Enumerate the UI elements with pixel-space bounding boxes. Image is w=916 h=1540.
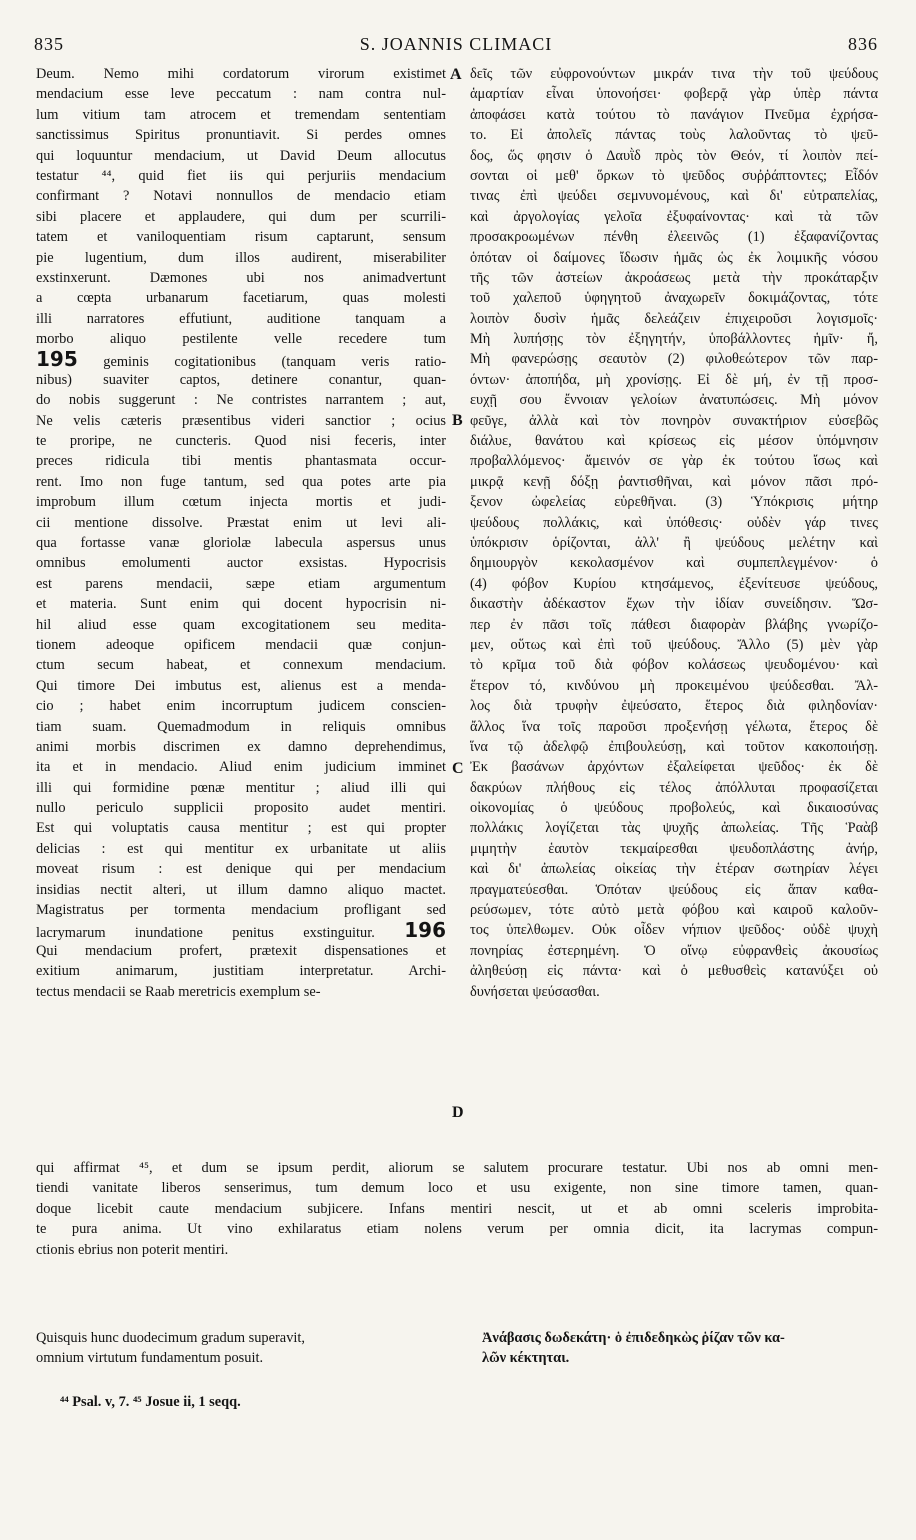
running-title: S. JOANNIS CLIMACI (359, 34, 553, 54)
line-text: est parens mendacii, sæpe etiam argumentum (36, 575, 446, 592)
greek-line (470, 717, 878, 737)
closing-greek-line (482, 1348, 880, 1368)
greek-line (470, 696, 878, 716)
latin-line (36, 778, 446, 798)
right-page-number: 836 (848, 34, 878, 54)
line-text: moveat risum : est denique qui per mendacium (36, 861, 446, 878)
greek-line (470, 615, 878, 635)
line-text: μικρᾷ κενῇ δόξῃ ῥαντισθῆναι, καὶ μόνον πᾶσι πρό- (470, 473, 878, 490)
line-text: ἕτερον τό, κινδύνου μὴ προκειμένου ψεύδεσθαι. Ἄλ- (470, 677, 878, 694)
greek-line (470, 288, 878, 308)
line-text: te proripe, ne cuncteris. Quod nisi feceris, inter (36, 433, 446, 450)
latin-line (36, 982, 446, 1002)
line-text: qui affirmat ⁴⁵, et dum se ipsum perdit, aliorum se salutem procurare testatur. Ubi nos ab omni men- (36, 1160, 878, 1176)
line-text: το. Εἰ ἀπολεῖς πάντας τοὺς λαλοῦντας τὸ ψεῦ- (470, 127, 878, 144)
line-text: tectus mendacii se Raab meretricis exemplum se- (36, 983, 321, 1000)
latin-line (36, 717, 446, 737)
closing-greek-line (482, 1328, 880, 1348)
greek-line (470, 370, 878, 390)
greek-line (470, 268, 878, 288)
latin-line (36, 900, 446, 920)
line-text: sanctissimus Spiritus pronuntiavit. Si perdes omnes (36, 127, 446, 144)
greek-line (470, 105, 878, 125)
latin-line (36, 288, 446, 308)
greek-line (470, 513, 878, 533)
left-page-number: 835 (34, 34, 64, 54)
greek-line (470, 594, 878, 614)
greek-line (470, 472, 878, 492)
greek-line (470, 309, 878, 329)
line-text: Qui mendacium profert, prætexit dispensationes et (36, 942, 446, 959)
line-text: μεν, οὕτως καὶ ἐπὶ τοῦ ψεύδους. Ἄλλο (5) μὲν γὰρ (470, 636, 878, 653)
line-text: exstinxerunt. Dæmones ubi nos animadvertunt (36, 269, 446, 286)
line-text: pie lugentium, dum illos audirent, miserabiliter (36, 249, 446, 266)
footnotes: ⁴⁴ Psal. v, 7. ⁴⁵ Josue ii, 1 seqq. (60, 1394, 241, 1410)
greek-line (470, 676, 878, 696)
line-text: ξενον ὠφελείας εὑρεθῆναι. (3) Ὑπόκρισις μήτηρ (470, 494, 878, 511)
wide-line (36, 1240, 878, 1260)
running-header (34, 34, 878, 60)
latin-line (36, 125, 446, 145)
latin-column (36, 64, 446, 1002)
greek-line (470, 248, 878, 268)
greek-line (470, 166, 878, 186)
latin-line (36, 329, 446, 349)
line-text: ὑπόκρισιν ὁρίζονται, ἀλλ' ἢ ψεύδους μελέτην καὶ (470, 534, 878, 551)
line-text: ita et in mendacio. Aliud enim judicium imminet (36, 759, 446, 776)
line-text: cio ; habet enim incorruptum judicem conscien- (36, 698, 446, 715)
line-text: Qui timore Dei imbutus est, alienus est a menda- (36, 677, 446, 694)
line-text: καὶ δι' ἀπωλείας οἰκείας τὴν ἑτέραν σωτηρίαν λέγει (470, 861, 878, 878)
line-text: rent. Imo non fuge tantum, sed qua potes arte pia (36, 473, 446, 490)
line-text: delicias : est qui mentitur ex urbanitate ut aliis (36, 840, 446, 857)
line-text: σονται οἱ μεθ' ὅρκων τὸ ψεῦδος συῤῥάπτοντες; Εἶδόν (470, 167, 878, 184)
line-text: πραγματεύεσθαι. Ὁπόταν ψεύδους εἰς ἅπαν καθα- (470, 881, 878, 898)
line-text: tatem et vaniloquentiam risum captarunt, sensum (36, 229, 446, 246)
latin-line (36, 961, 446, 981)
line-text: τινας ἐπὶ ψεύδει σεμνυνομένους, καὶ δι' εὐτραπελίας, (470, 188, 878, 205)
line-text: et materia. Sunt enim qui docent hypocrisin ni- (36, 596, 446, 613)
line-text: te pura anima. Ut vino exhilaratus etiam nolens verum per omnia dicit, ita lacrymas compun- (36, 1221, 878, 1238)
line-text: φεῦγε, ἀλλὰ καὶ τὸν πονηρὸν συνακτήριον εὐσεβῶς (470, 412, 878, 429)
wide-line (36, 1178, 878, 1198)
line-text: περ ἐν πᾶσι τοῖς πάθεσι διαφορὰν βλάβης γνωρίζο- (470, 616, 878, 633)
greek-line (470, 798, 878, 818)
greek-line (470, 574, 878, 594)
latin-line (36, 390, 446, 410)
latin-line (36, 472, 446, 492)
line-text: hil aliud esse quam excogitationem seu medita- (36, 616, 446, 633)
greek-line (470, 390, 878, 410)
greek-line (470, 818, 878, 838)
full-width-text (36, 1158, 878, 1260)
latin-line (36, 615, 446, 635)
greek-line (470, 900, 878, 920)
latin-line (36, 757, 446, 777)
line-text: λος διὰ τρυφὴν ἐψεύσατο, ἕτερος διὰ φιληδονίαν· (470, 698, 878, 715)
line-text: ἵνα τῷ ἀδελφῷ ἐπιβουλεύσῃ, καὶ τοῦτον κακοποιήσῃ. (470, 738, 878, 755)
latin-line (36, 64, 446, 84)
greek-line (470, 982, 878, 1002)
latin-line (36, 655, 446, 675)
latin-line (36, 594, 446, 614)
greek-line (470, 186, 878, 206)
latin-line (36, 818, 446, 838)
greek-line (470, 737, 878, 757)
line-text: confirmant ? Notavi nonnullos de mendacio etiam (36, 188, 446, 205)
wide-line (36, 1158, 878, 1178)
line-text: doque licebit caute mendacium subjicere. Infans mentiri nescit, ut et ab omni sceleris improbita- (36, 1200, 878, 1217)
margin-letter-d: D (452, 1104, 464, 1121)
latin-line (36, 492, 446, 512)
line-text: nullo periculo supplicii proposito audet mentiri. (36, 800, 446, 817)
line-text: cii mentione dissolve. Præstat enim ut levi ali- (36, 514, 446, 531)
column-marker-number: 195 (36, 349, 78, 370)
line-text: λῶν κέκτηται. (482, 1350, 570, 1367)
line-text: ἁμαρτίαν εἶναι ὑπονοήσει· φοβερᾷ γὰρ ὑπὲρ πάντα (470, 86, 878, 103)
line-text: δεῖς τῶν εὐφρονούντων μικράν τινα τὴν τοῦ ψεύδους (470, 66, 878, 82)
line-text: τὸ κρῖμα τοῦ διὰ φόβον κολάσεως ψευδομένου· καὶ (470, 657, 878, 674)
latin-line (36, 349, 446, 369)
greek-line (470, 839, 878, 859)
latin-line (36, 370, 446, 390)
line-text: τοῦ χαλεποῦ ὑφηγητοῦ ἀναχωρεῖν δοκιμάζοντας, τότε (470, 290, 878, 307)
line-text: πονηρίας ἐστερημένη. Ὁ οἴνῳ εὐφρανθεὶς ἀκουσίως (470, 942, 878, 959)
closing-latin (36, 1328, 446, 1369)
latin-line (36, 411, 446, 431)
line-text: tionem adeoque opificem mendacii quæ conjun- (36, 636, 446, 653)
greek-line (470, 533, 878, 553)
latin-line (36, 696, 446, 716)
line-text: illi qui formidine pœnæ mentitur ; aliud illi qui (36, 779, 446, 796)
closing-greek (482, 1328, 880, 1369)
latin-line (36, 146, 446, 166)
greek-line (470, 227, 878, 247)
line-text: testatur ⁴⁴, quid fiet iis qui perjuriis mendacium (36, 167, 446, 184)
line-text: τῆς τῶν ἀστείων ἀκροάσεως μετὰ τὴν προκάταρξιν (470, 269, 878, 286)
greek-line (470, 757, 878, 777)
greek-column (470, 64, 878, 1002)
line-text: καὶ ἀργολογίας γελοῖα ἐξυφαίνοντας· καὶ τὰ τῶν (470, 208, 878, 225)
line-text: πολλάκις λογίζεται τὰς ψυχῆς ἀπωλείας. Τῆς Ῥαὰβ (470, 820, 878, 837)
greek-line (470, 125, 878, 145)
line-text: mendacium esse leve peccatum : nam contra nul- (36, 86, 446, 103)
line-text: Est qui voluptatis causa mentitur ; est qui propter (36, 820, 446, 837)
greek-line (470, 146, 878, 166)
line-text: insidias nectit alteri, ut illum damno aliquo mactet. (36, 881, 446, 898)
line-text: οἰκονομίας ὁ ψεύδους προβολεύς, καὶ δικαιοσύνας (470, 800, 878, 817)
latin-line (36, 248, 446, 268)
line-text: ψεύδους πολλάκις, καὶ ὑπόθεσις· οὐδὲν γάρ τινες (470, 514, 878, 531)
greek-line (470, 207, 878, 227)
latin-line (36, 880, 446, 900)
greek-line (470, 920, 878, 940)
line-text: preces ridicula tibi mentis phantasmata occur- (36, 453, 446, 470)
latin-line (36, 839, 446, 859)
line-text: ctionis ebrius non poterit mentiri. (36, 1241, 229, 1258)
line-text: ἀποφάσει κατὰ τούτου τὸ πανάγιον Πνεῦμα ἐχρήσα- (470, 106, 878, 123)
greek-line (470, 880, 878, 900)
line-text: ρεύσωμεν, τότε αὐτὸ μετὰ φόβου καὶ καιροῦ καλοῦν- (470, 902, 878, 919)
line-text: διάλυε, θανάτου καὶ κρίσεως εἰς μέσον ὑπόμνησιν (470, 433, 878, 450)
line-text: ευχῇ σου ἔννοιαν γελοίων ἀνατυπώσεις. Μὴ μόνον (470, 392, 878, 409)
greek-line (470, 411, 878, 431)
greek-line (470, 635, 878, 655)
line-text: λοιπὸν δυσὶν ἡμᾶς δελεάζειν ἐπιχειροῦσι λογισμοῖς· (470, 310, 878, 327)
line-text: a cœpta urbanarum facetiarum, quas molesti (36, 290, 446, 307)
line-text: animi morbis discrimen ex damno deprehendimus, (36, 738, 446, 755)
line-text: lum vitium tam atrocem et tremendam sententiam (36, 106, 446, 123)
greek-line (470, 431, 878, 451)
line-text: tiam suam. Quemadmodum in reliquis omnibus (36, 718, 446, 735)
line-text: δυνήσεται ψεύσασθαι. (470, 983, 600, 1000)
line-text: ctum secum habeat, et connexum mendacium. (36, 657, 446, 674)
latin-line (36, 676, 446, 696)
latin-line (36, 207, 446, 227)
line-text: Magistratus per tormenta mendacium profligant sed (36, 902, 446, 919)
line-text: omnibus emolumenti auctor exsistas. Hypocrisis (36, 555, 446, 572)
line-text: Μὴ λυπήσῃς τὸν ἐξηγητήν, ὑποβάλλοντες ἡμῖν· ἤ, (470, 331, 878, 348)
wide-line (36, 1219, 878, 1239)
latin-line (36, 941, 446, 961)
line-text: Quisquis hunc duodecimum gradum superavit, (36, 1330, 305, 1346)
latin-line (36, 920, 446, 940)
line-text: exitium animarum, justitiam interpretatur. Archi- (36, 963, 446, 980)
margin-letter-b: B (452, 412, 463, 429)
latin-line (36, 105, 446, 125)
closing-latin-line (36, 1328, 446, 1348)
line-text: όντων· ἀποπήδα, μὴ χρονίσῃς. Εἰ δὲ μή, ἐν τῇ προσ- (470, 371, 878, 388)
line-text: tiendi vanitate liberos senserimus, tum demum loco et usu exigente, non sine timore tamen, quan- (36, 1180, 878, 1197)
latin-line (36, 431, 446, 451)
line-text: ὁπόταν οἱ δαίμονες ἴδωσιν ἡμᾶς ὡς ἐκ λοιμικῆς νόσου (470, 249, 878, 266)
line-text: ἀληθεύσῃ εἰς πάντα· καὶ ὁ μεθυσθεὶς κατανύξει οὐ (470, 963, 878, 980)
line-text: qua fortasse vanæ gloriolæ labecula aspersus unus (36, 534, 446, 551)
line-text: μιμητὴν ἑαυτὸν τεκμαίρεσθαι ψευδοπλάστης ἀνήρ, (470, 840, 878, 857)
line-text: προβαλλόμενος· ἄμεινόν σε γὰρ ἐκ τούτου ἴσως καὶ (470, 453, 878, 470)
line-text: (4) φόβον Κυρίου κτησάμενος, ἐξενίτευσε ψεύδους, (470, 575, 878, 592)
wide-line (36, 1199, 878, 1219)
line-text: δακρύων πλήθους εἰς τέλος ἀπόλλυται προφασίζεται (470, 779, 878, 796)
line-text: Μὴ φανερώσῃς σεαυτὸν (2) φιλοθεώτερον τῶν παρ- (470, 351, 878, 368)
line-text: geminis cogitationibus (tanquam veris ratio- (103, 354, 446, 370)
latin-line (36, 451, 446, 471)
line-text: Ne velis cæteris præsentibus videri sanctior ; ocius (36, 412, 446, 429)
latin-line (36, 635, 446, 655)
line-text: omnium virtutum fundamentum posuit. (36, 1350, 264, 1367)
line-text: morbo aliquo pestilente velle recedere tum (36, 331, 446, 348)
latin-line (36, 533, 446, 553)
line-text: qui loquuntur mendacium, ut David Deum allocutus (36, 147, 446, 164)
latin-line (36, 166, 446, 186)
line-text: δος, ὥς φησιν ὁ Δαυῒδ πρὸς τὸν Θεόν, τί λοιπὸν πεί- (470, 147, 878, 164)
line-text: δικαστὴν ἀδέκαστον ἔχων τὴν ἰδίαν συνείδησιν. Ὥσ- (470, 596, 878, 613)
greek-line (470, 492, 878, 512)
greek-line (470, 941, 878, 961)
latin-line (36, 859, 446, 879)
latin-line (36, 574, 446, 594)
line-text: nibus) suaviter captos, detinere conantur, quan- (36, 371, 446, 388)
latin-line (36, 798, 446, 818)
closing-latin-line (36, 1348, 446, 1368)
line-text: improbum illum cœtum injecta mortis et judi- (36, 494, 446, 511)
margin-letter-c: C (452, 760, 464, 777)
greek-line (470, 349, 878, 369)
greek-line (470, 84, 878, 104)
line-text: lacrymarum inundatione penitus exstinguitur. (36, 925, 375, 941)
line-text: Ἀνάβασις δωδεκάτη· ὁ ἐπιδεδηκὼς ῥίζαν τῶν κα- (482, 1330, 785, 1346)
latin-line (36, 737, 446, 757)
line-text: δημιουργὸν κεκολασμένον καὶ συμπεπλεγμένον· ὁ (470, 555, 878, 572)
greek-line (470, 859, 878, 879)
margin-letter-a: A (450, 66, 462, 83)
latin-line (36, 227, 446, 247)
line-text: Deum. Nemo mihi cordatorum virorum existimet (36, 66, 446, 82)
line-text: προσακροωμένων πένθη ἐλεεινῶς (1) ἐξαφανίζοντας (470, 229, 878, 246)
line-text: ἄλλος ἵνα τοῖς παροῦσι προξενήσῃ γέλωτα, ἕτερος δὲ (470, 718, 878, 735)
latin-line (36, 513, 446, 533)
line-text: Ἐκ βασάνων ἀρχόντων ἐξαλείφεται ψεῦδος· ἐκ δὲ (470, 759, 878, 776)
latin-line (36, 553, 446, 573)
greek-line (470, 961, 878, 981)
greek-line (470, 553, 878, 573)
greek-line (470, 655, 878, 675)
column-marker-number: 196 (404, 920, 446, 941)
latin-line (36, 84, 446, 104)
line-text: do nobis suggerunt : Ne contristes narrantem ; aut, (36, 392, 446, 409)
greek-line (470, 778, 878, 798)
line-text: illi narratores effutiunt, auditione tanquam a (36, 310, 446, 327)
greek-line (470, 64, 878, 84)
latin-line (36, 309, 446, 329)
greek-line (470, 451, 878, 471)
latin-line (36, 186, 446, 206)
line-text: sibi placere et applaudere, qui dum per scurrili- (36, 208, 446, 225)
line-text: τος ὑπελθωμεν. Οὐκ οἶδεν νήπιον ψεῦδος· οὐδὲ ψυχὴ (470, 922, 878, 939)
latin-line (36, 268, 446, 288)
greek-line (470, 329, 878, 349)
